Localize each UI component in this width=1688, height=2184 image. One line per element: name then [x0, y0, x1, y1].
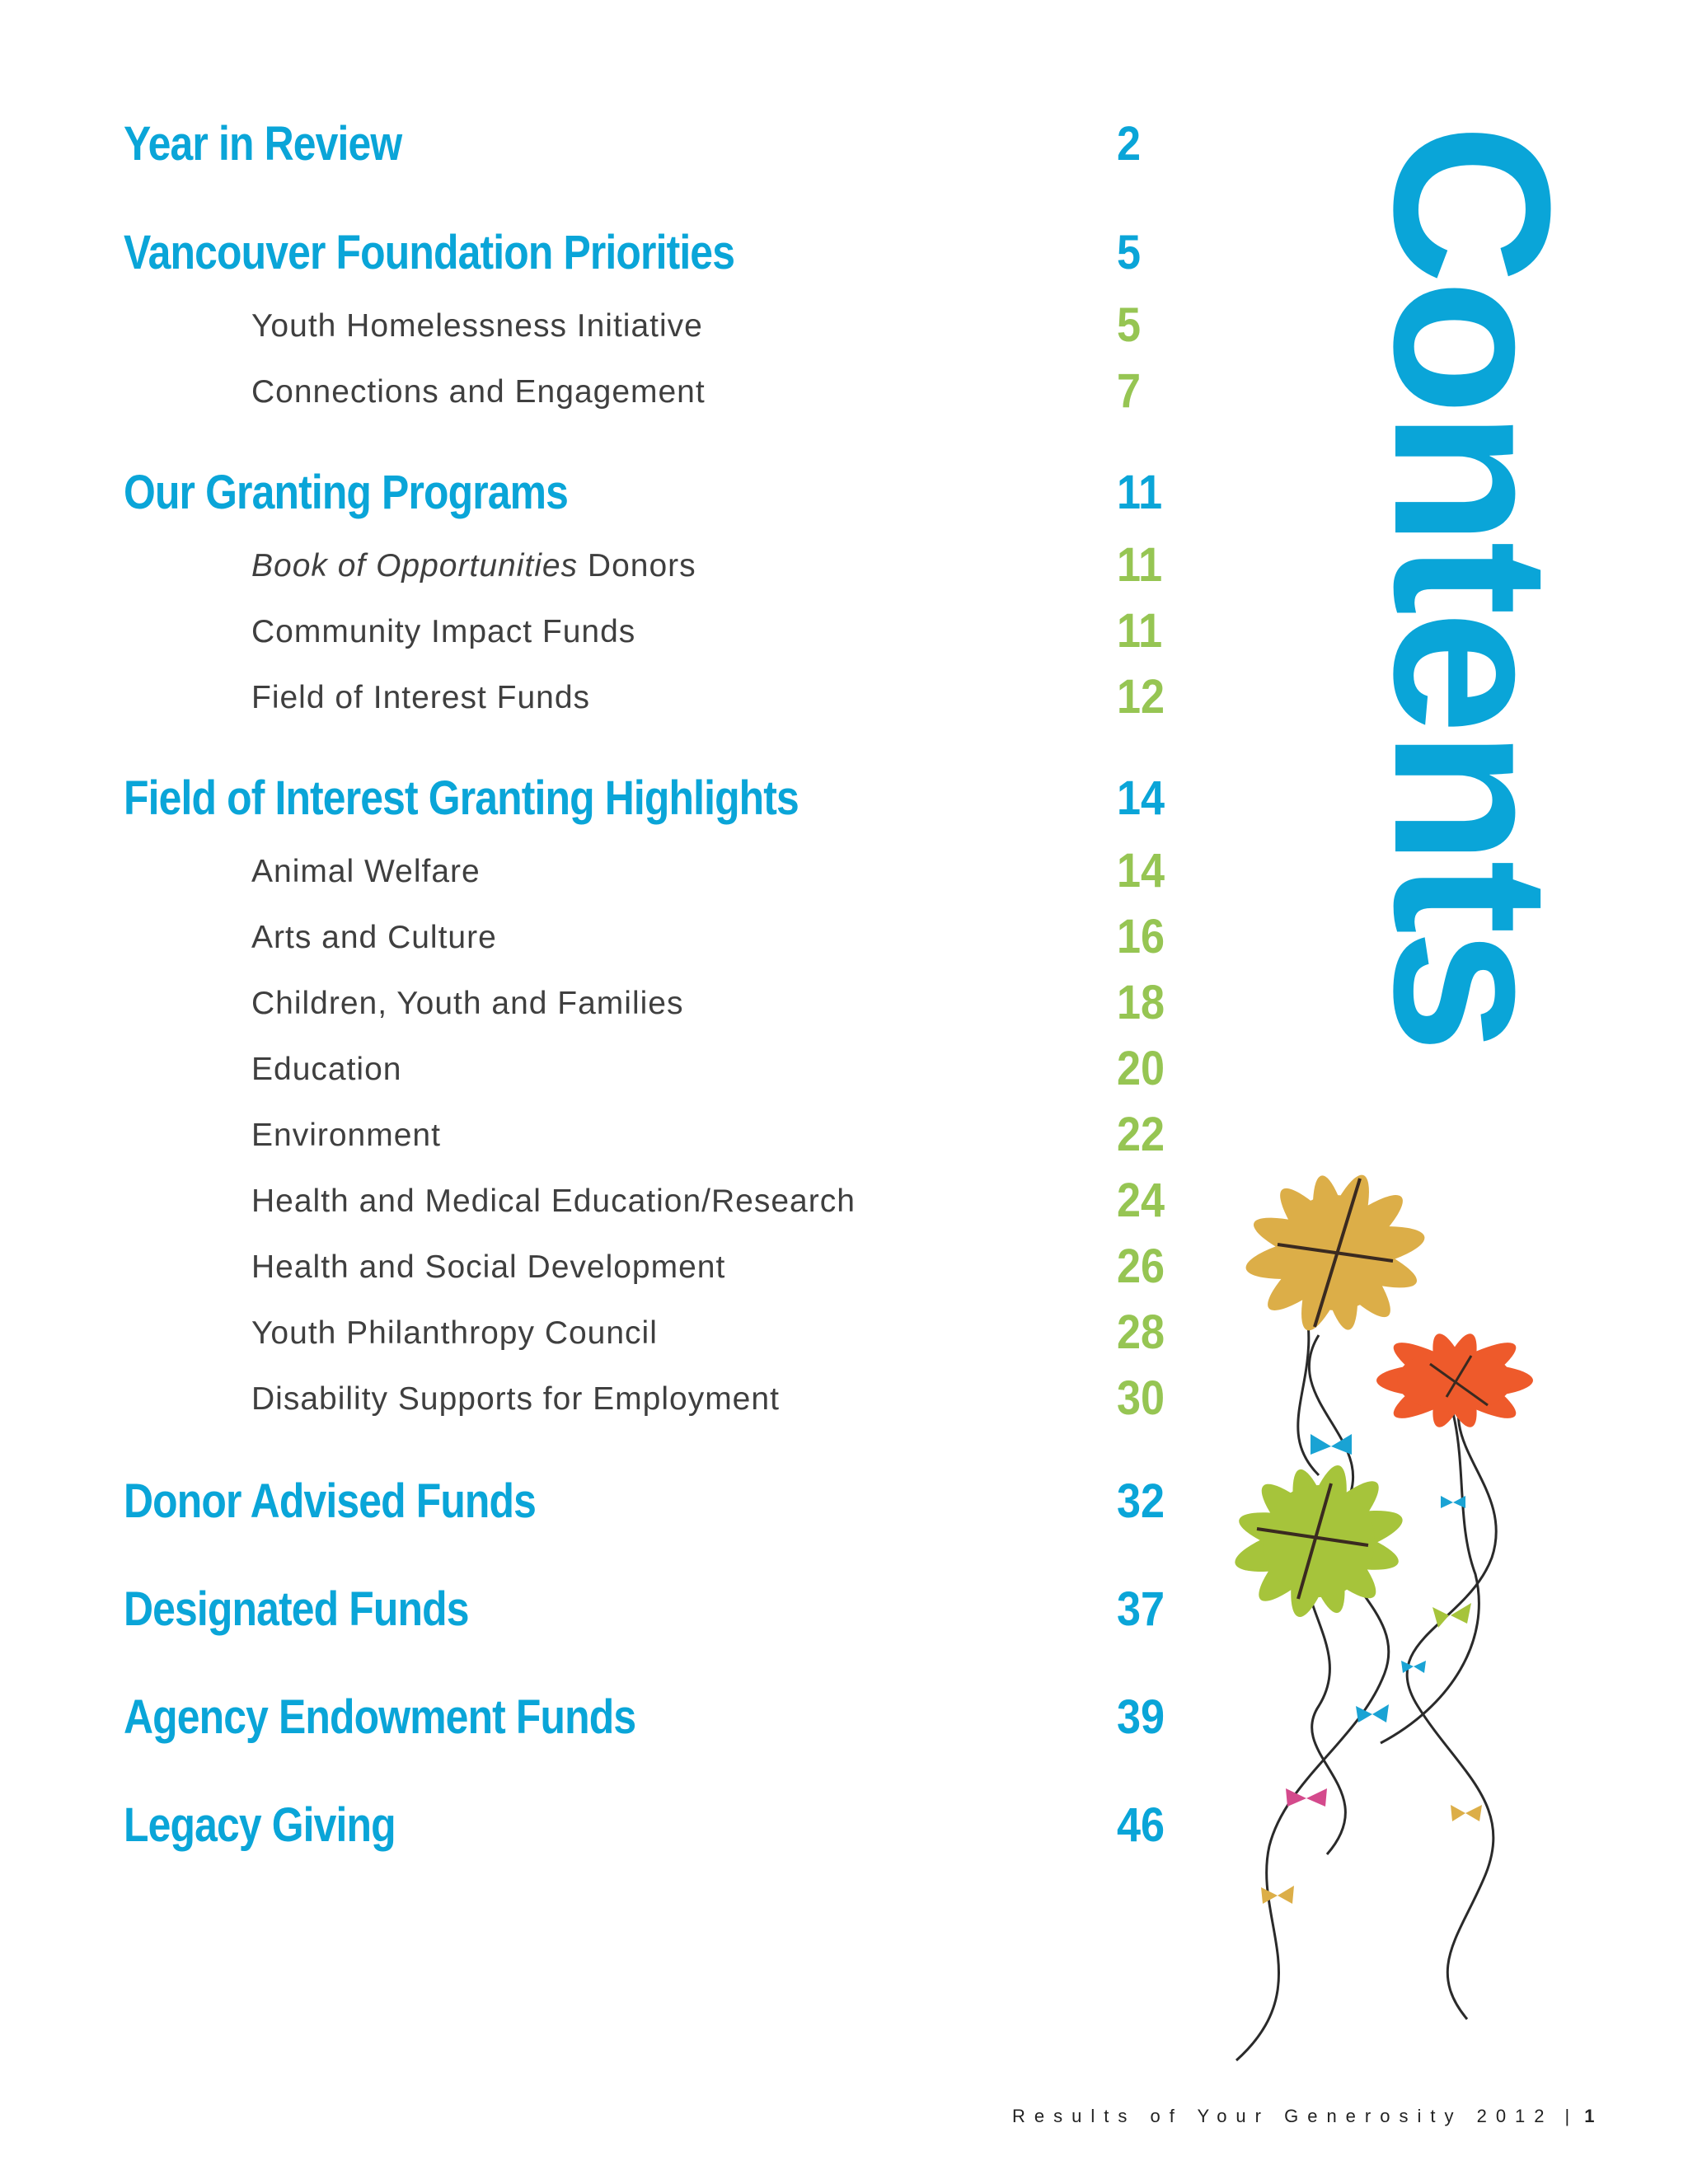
toc-title[interactable]: Year in Review [124, 117, 402, 171]
toc-page-number: 46 [1117, 1798, 1165, 1852]
toc-title[interactable]: Designated Funds [124, 1582, 469, 1636]
toc-page-number: 24 [1117, 1174, 1165, 1227]
toc-entry-connections-and-engagement[interactable] [0, 364, 1236, 442]
kites-illustration [1220, 1129, 1566, 2069]
footer-separator: | [1564, 2106, 1570, 2126]
toc-entry-our-granting-programs[interactable] [0, 464, 1236, 538]
toc-entry-disability-supports-for-employment[interactable] [0, 1371, 1236, 1449]
toc-entry-health-and-medical-education-research[interactable] [0, 1174, 1236, 1251]
toc-entry-youth-philanthropy-council[interactable] [0, 1305, 1236, 1383]
toc-entry-community-impact-funds[interactable] [0, 604, 1236, 682]
toc-subtitle[interactable]: Community Impact Funds [251, 614, 636, 649]
toc-page-number: 11 [1117, 466, 1163, 519]
toc-subtitle[interactable]: Education [251, 1052, 402, 1087]
toc-subtitle-italic: Book of Opportunities [251, 548, 579, 583]
toc-entry-environment[interactable] [0, 1108, 1236, 1185]
toc-subtitle[interactable]: Arts and Culture [251, 920, 497, 955]
toc-page-number: 2 [1117, 117, 1142, 171]
page-footer [1012, 2106, 1595, 2127]
toc-entry-book-of-opportunities-donors[interactable] [0, 538, 1236, 616]
toc-page-number: 14 [1117, 771, 1165, 825]
toc-subtitle[interactable]: Connections and Engagement [251, 374, 706, 410]
toc-entry-designated-funds[interactable] [0, 1581, 1236, 1655]
toc-entry-field-of-interest-funds[interactable] [0, 670, 1236, 748]
toc-subtitle[interactable]: Field of Interest Funds [251, 680, 591, 715]
toc-subtitle[interactable]: Disability Supports for Employment [251, 1381, 780, 1417]
toc-page-number: 22 [1117, 1108, 1165, 1161]
toc-subtitle[interactable]: Children, Youth and Families [251, 986, 684, 1021]
toc-title[interactable]: Donor Advised Funds [124, 1474, 537, 1528]
toc-page-number: 26 [1117, 1240, 1165, 1293]
toc-entry-year-in-review[interactable] [0, 115, 1236, 190]
toc-page-number: 39 [1117, 1690, 1165, 1744]
footer-title: Results of Your Generosity 2012 [1012, 2106, 1554, 2126]
toc-subtitle[interactable]: Youth Philanthropy Council [251, 1315, 658, 1351]
toc-entry-donor-advised-funds[interactable] [0, 1473, 1236, 1547]
toc-page-number: 12 [1117, 670, 1165, 724]
toc-entry-animal-welfare[interactable] [0, 844, 1236, 921]
toc-page-number: 7 [1117, 364, 1142, 418]
toc-page-number: 11 [1117, 604, 1163, 658]
contents-heading: Contents [1348, 124, 1596, 1048]
toc-title[interactable]: Agency Endowment Funds [124, 1690, 636, 1744]
toc-page-number: 16 [1117, 910, 1165, 963]
toc-entry-youth-homelessness-initiative[interactable] [0, 298, 1236, 376]
toc-entry-field-of-interest-granting-highlights[interactable] [0, 770, 1236, 844]
toc-page-number: 5 [1117, 298, 1142, 352]
toc-title[interactable]: Legacy Giving [124, 1798, 396, 1852]
toc-subtitle[interactable] [251, 541, 696, 591]
toc-entry-legacy-giving[interactable] [0, 1797, 1236, 1871]
toc-page-number: 28 [1117, 1305, 1165, 1359]
toc-page-number: 32 [1117, 1474, 1165, 1528]
toc-page-number: 18 [1117, 976, 1165, 1029]
toc-entry-education[interactable] [0, 1042, 1236, 1119]
toc-subtitle[interactable]: Youth Homelessness Initiative [251, 308, 703, 344]
toc-title[interactable]: Vancouver Foundation Priorities [124, 226, 735, 279]
toc-page-number: 14 [1117, 844, 1165, 898]
toc-page-number: 5 [1117, 226, 1142, 279]
toc-entry-children-youth-and-families[interactable] [0, 976, 1236, 1053]
toc-title[interactable]: Our Granting Programs [124, 466, 569, 519]
footer-page-number: 1 [1584, 2106, 1595, 2126]
toc-page-number: 37 [1117, 1582, 1165, 1636]
toc-subtitle-rest: Donors [578, 548, 696, 583]
toc-subtitle[interactable]: Health and Social Development [251, 1249, 726, 1285]
toc-page-number: 11 [1117, 538, 1163, 592]
toc-entry-arts-and-culture[interactable] [0, 910, 1236, 987]
toc-entry-health-and-social-development[interactable] [0, 1240, 1236, 1317]
toc-page-number: 20 [1117, 1042, 1165, 1095]
toc-page-number: 30 [1117, 1371, 1165, 1425]
toc-entry-agency-endowment-funds[interactable] [0, 1689, 1236, 1763]
toc-subtitle[interactable]: Health and Medical Education/Research [251, 1183, 856, 1219]
toc-entry-vancouver-foundation-priorities[interactable] [0, 224, 1236, 298]
toc-subtitle[interactable]: Animal Welfare [251, 854, 481, 889]
toc-title[interactable]: Field of Interest Granting Highlights [124, 771, 799, 825]
toc-subtitle[interactable]: Environment [251, 1118, 441, 1153]
